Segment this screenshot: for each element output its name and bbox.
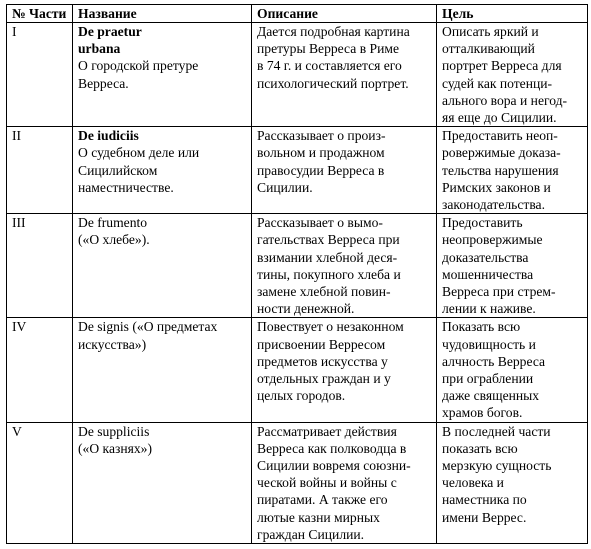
- part-name-line: О городской претуре: [78, 58, 199, 74]
- desc-line: психологический портрет.: [257, 75, 409, 91]
- desc-line: Рассматривает действия: [257, 423, 397, 439]
- goal-line: судей как потенци-: [442, 75, 553, 91]
- part-name: [73, 23, 252, 127]
- desc-line: замене хлебной повин-: [257, 284, 391, 300]
- goal-line: тельства нарушения: [442, 162, 559, 178]
- part-description: [252, 214, 437, 318]
- part-goal: [437, 422, 588, 543]
- goal-line: законодательства.: [442, 197, 545, 213]
- table-header: [7, 5, 588, 23]
- goal-line: мерзкую сущность: [442, 458, 552, 474]
- desc-line: Сицилии.: [257, 179, 313, 195]
- part-goal: [437, 318, 588, 422]
- part-number: I: [7, 23, 73, 127]
- goal-line: ального вора и негод-: [442, 92, 568, 108]
- desc-line: Дается подробная картина: [257, 24, 410, 39]
- desc-line: отдельных граждан и у: [257, 371, 391, 387]
- desc-line: Повествует о незаконном: [257, 319, 404, 335]
- goal-line: чудовищность и: [442, 336, 536, 352]
- table-row: [7, 318, 588, 422]
- goal-line: имени Веррес.: [442, 509, 527, 525]
- part-name: [73, 127, 252, 214]
- desc-line: Рассказывает о произ-: [257, 128, 386, 144]
- desc-line: ности денежной.: [257, 301, 355, 317]
- desc-line: Верреса как полководца в: [257, 440, 407, 456]
- part-name-line: («О казнях»): [78, 440, 152, 456]
- goal-line: Верреса при стрем-: [442, 284, 556, 300]
- goal-line: доказательства: [442, 249, 529, 265]
- table-row: [7, 127, 588, 214]
- desc-line: Рассказывает о вымо-: [257, 215, 383, 231]
- parts-table: [6, 4, 588, 544]
- goal-line: лении к наживе.: [442, 301, 536, 317]
- part-name-line: Сицилийском: [78, 162, 158, 178]
- desc-line: гательствах Верреса при: [257, 232, 400, 248]
- part-goal: [437, 127, 588, 214]
- header-name: Название: [73, 5, 252, 23]
- header-num: № Части: [7, 5, 73, 23]
- part-description: [252, 23, 437, 127]
- part-name-line: De frumento: [78, 215, 148, 231]
- goal-line: Предоставить: [442, 215, 523, 231]
- part-name-line: искусства»): [78, 336, 147, 352]
- goal-line: человека и: [442, 475, 504, 491]
- goal-line: алчность Верреса: [442, 353, 546, 369]
- part-name-line: О судебном деле или: [78, 145, 200, 161]
- goal-line: отталкивающий: [442, 41, 535, 57]
- goal-line: неопровержимые: [442, 232, 543, 248]
- goal-line: ровержимые доказа-: [442, 145, 561, 161]
- part-name: [73, 214, 252, 318]
- desc-line: целых городов.: [257, 388, 346, 404]
- part-number: III: [7, 214, 73, 318]
- table-row: [7, 422, 588, 543]
- goal-line: Описать яркий и: [442, 24, 539, 39]
- part-name-line: («О хлебе»).: [78, 232, 150, 248]
- header-goal: Цель: [437, 5, 588, 23]
- desc-line: в 74 г. и составляется его: [257, 58, 402, 74]
- part-name: [73, 422, 252, 543]
- goal-line: даже священных: [442, 388, 540, 404]
- header-desc: Описание: [252, 5, 437, 23]
- part-latin-title: De praetur: [78, 24, 142, 39]
- part-name-line: Верреса.: [78, 75, 129, 91]
- goal-line: Показать всю: [442, 319, 521, 335]
- part-goal: [437, 214, 588, 318]
- desc-line: граждан Сицилии.: [257, 526, 365, 542]
- desc-line: претуры Верреса в Риме: [257, 41, 399, 57]
- desc-line: взимании хлебной деся-: [257, 249, 398, 265]
- goal-line: показать всю: [442, 440, 518, 456]
- desc-line: присвоении Верресом: [257, 336, 386, 352]
- goal-line: яя еще до Сицилии.: [442, 110, 557, 126]
- part-name: [73, 318, 252, 422]
- part-number: V: [7, 422, 73, 543]
- header-row: [7, 5, 588, 23]
- part-latin-title: urbana: [78, 41, 121, 57]
- part-description: [252, 318, 437, 422]
- desc-line: Сицилии вовремя союзни-: [257, 458, 411, 474]
- goal-line: мошенничества: [442, 266, 534, 282]
- desc-line: вольном и продажном: [257, 145, 385, 161]
- part-description: [252, 422, 437, 543]
- goal-line: при ограблении: [442, 371, 534, 387]
- part-name-line: наместничестве.: [78, 179, 174, 195]
- part-goal: [437, 23, 588, 127]
- part-latin-title: De iudiciis: [78, 128, 139, 144]
- part-description: [252, 127, 437, 214]
- goal-line: наместника по: [442, 492, 527, 508]
- goal-line: Предоставить неоп-: [442, 128, 558, 144]
- desc-line: тины, покупного хлеба и: [257, 266, 401, 282]
- goal-line: храмов богов.: [442, 405, 523, 421]
- part-number: IV: [7, 318, 73, 422]
- desc-line: ческой войны и войны с: [257, 475, 397, 491]
- desc-line: лютые казни мирных: [257, 509, 380, 525]
- desc-line: предметов искусства у: [257, 353, 388, 369]
- goal-line: портрет Верреса для: [442, 58, 562, 74]
- table-row: [7, 214, 588, 318]
- part-number: II: [7, 127, 73, 214]
- goal-line: В последней части: [442, 423, 551, 439]
- desc-line: пиратами. А также его: [257, 492, 388, 508]
- desc-line: правосудии Верреса в: [257, 162, 385, 178]
- goal-line: Римских законов и: [442, 179, 551, 195]
- part-name-line: De signis («О предметах: [78, 319, 218, 335]
- part-name-line: De suppliciis: [78, 423, 150, 439]
- table-row: [7, 23, 588, 127]
